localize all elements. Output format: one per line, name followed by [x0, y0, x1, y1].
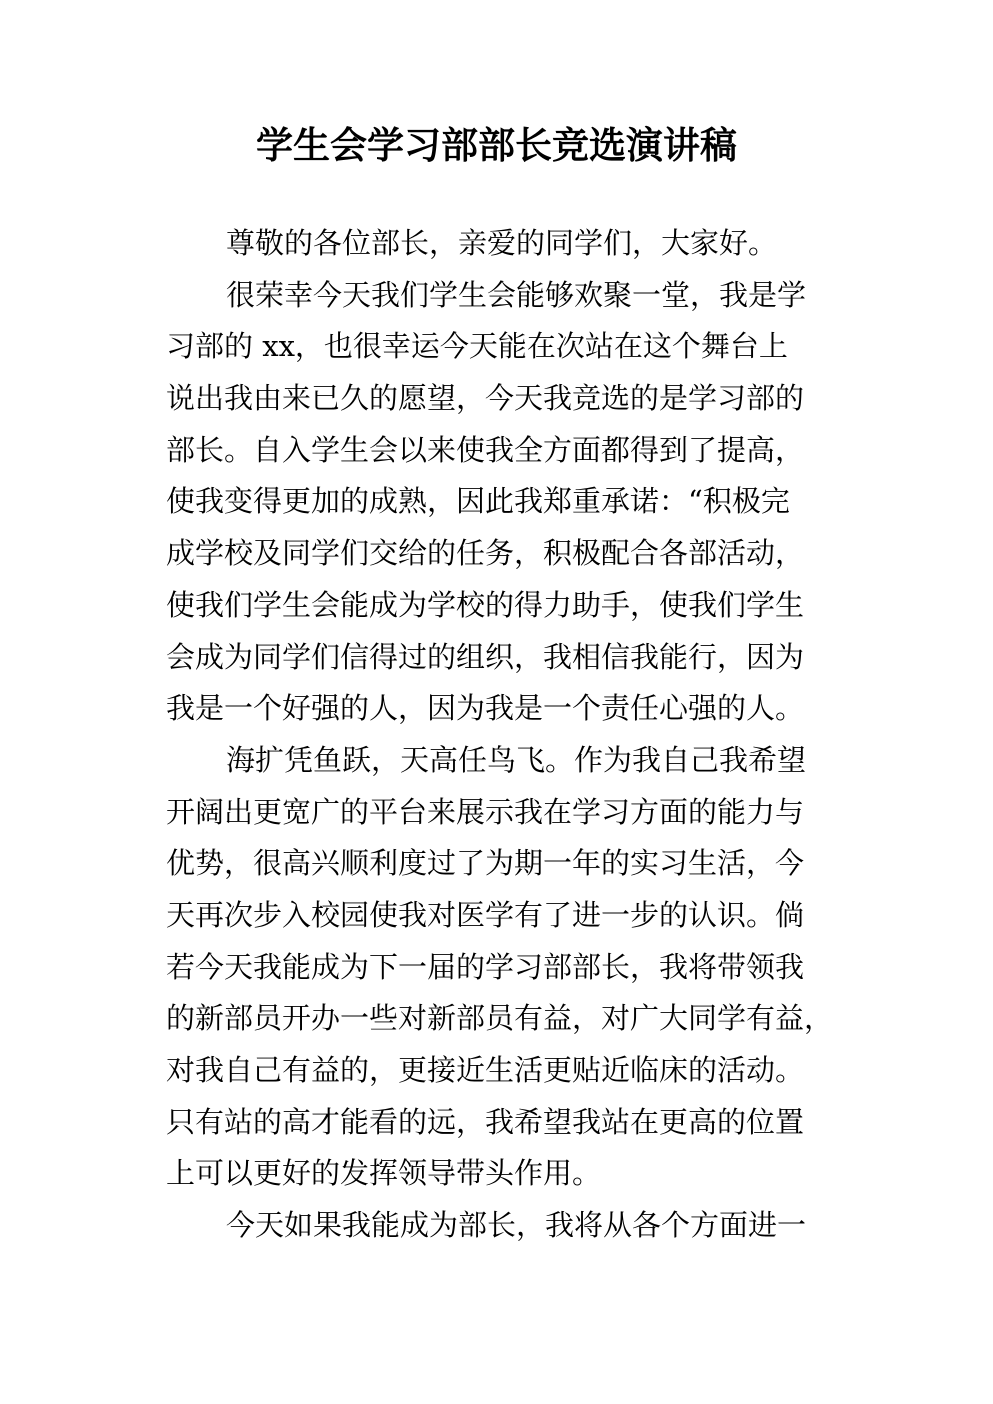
text-line: 说出我由来已久的愿望，今天我竞选的是学习部的 [166, 381, 805, 416]
document-title: 学生会学习部部长竞选演讲稿 [256, 124, 737, 167]
text-line-greeting: 尊敬的各位部长，亲爱的同学们，大家好。 [226, 226, 778, 260]
text-line: 会成为同学们信得过的组织，我相信我能行，因为 [166, 639, 805, 674]
text-line: 海扩凭鱼跃，天高任鸟飞。作为我自己我希望 [226, 742, 807, 777]
document-body [166, 218, 846, 1252]
text-line: 开阔出更宽广的平台来展示我在学习方面的能力与 [166, 794, 805, 829]
text-line: 优势，很高兴顺利度过了为期一年的实习生活，今 [166, 846, 805, 881]
text-line: 的新部员开办一些对新部员有益，对广大同学有益， [166, 1001, 834, 1036]
text-line: 成学校及同学们交给的任务，积极配合各部活动， [166, 536, 805, 571]
text-line: 很荣幸今天我们学生会能够欢聚一堂，我是学 [226, 277, 807, 312]
text-line: 今天如果我能成为部长，我将从各个方面进一 [226, 1208, 807, 1243]
text-line: 使我们学生会能成为学校的得力助手，使我们学生 [166, 587, 805, 622]
text-line: 习部的 xx，也很幸运今天能在次站在这个舞台上 [166, 329, 788, 364]
text-line: 使我变得更加的成熟，因此我郑重承诺：“积极完 [166, 484, 790, 519]
text-line: 若今天我能成为下一届的学习部部长，我将带领我 [166, 949, 805, 984]
text-line: 只有站的高才能看的远，我希望我站在更高的位置 [166, 1104, 805, 1139]
text-line: 对我自己有益的，更接近生活更贴近临床的活动。 [166, 1053, 805, 1087]
text-line: 部长。自入学生会以来使我全方面都得到了提高， [166, 432, 805, 467]
text-line: 天再次步入校园使我对医学有了进一步的认识。倘 [166, 897, 805, 932]
text-line: 我是一个好强的人，因为我是一个责任心强的人。 [166, 691, 805, 726]
text-line: 上可以更好的发挥领导带头作用。 [166, 1156, 602, 1191]
